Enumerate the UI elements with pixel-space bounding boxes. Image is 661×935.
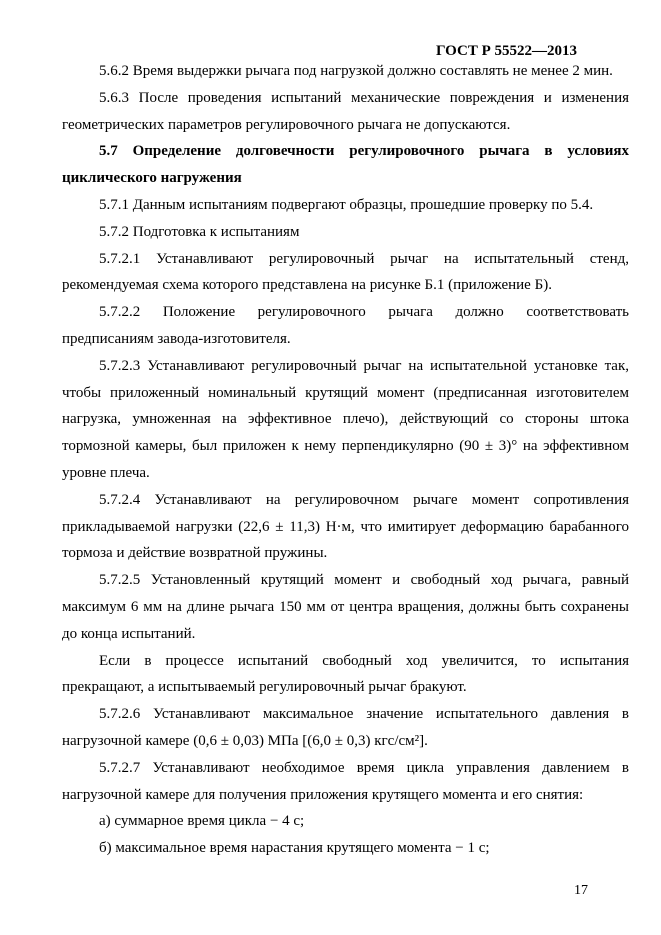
paragraph-5-7-2-2: 5.7.2.2 Положение регулировочного рычага должно соответствовать предписаниям завода-изготовителя. <box>62 304 629 347</box>
paragraph-5-7-2-6: 5.7.2.6 Устанавливают максимальное значение испытательного давления в нагрузочной камере (0,6 ± 0,03) МПа [(6,0 ± 0,3) кгс/см²]. <box>62 706 629 749</box>
paragraph-5-7-2-7: 5.7.2.7 Устанавливают необходимое время цикла управления давлением в нагрузочной камере для получения приложения крутящего момента и его снятия: <box>62 759 629 803</box>
paragraph-5-7-2-5: 5.7.2.5 Установленный крутящий момент и свободный ход рычага, равный максимум 6 мм на длине рычага 150 мм от центра вращения, должны быть сохранены до конца испытаний. <box>62 572 629 642</box>
paragraph-free-play-note: Если в процессе испытаний свободный ход увеличится, то испытания прекращают, а испытываемый регулировочный рычаг бракуют. <box>62 652 629 696</box>
list-item-a: а) суммарное время цикла − 4 с; <box>99 813 305 830</box>
page-number: 17 <box>574 883 588 898</box>
standard-header: ГОСТ Р 55522—2013 <box>435 43 577 59</box>
paragraph-5-7-2-4: 5.7.2.4 Устанавливают на регулировочном рычаге момент сопротивления прикладываемой нагрузки (22,6 ± 11,3) Н·м, что имитирует деформацию барабанного тормоза и действие возвратной пружины. <box>62 491 629 562</box>
paragraph-5-7-2: 5.7.2 Подготовка к испытаниям <box>99 223 300 240</box>
paragraph-5-7-2-3: 5.7.2.3 Устанавливают регулировочный рычаг на испытательной установке так, чтобы приложенный номинальный крутящий момент (предписанная изготовителем нагрузка, умноженная на эффективное плечо), действующий со стороны штока тормозной камеры, был приложен к нему перпендикулярно (90 ± 3)° на эффективном уровне плеча. <box>62 357 629 481</box>
paragraph-5-6-3: 5.6.3 После проведения испытаний механические повреждения и изменения геометрических параметров регулировочного рычага не допускаются. <box>62 89 629 133</box>
paragraph-5-7-2-1: 5.7.2.1 Устанавливают регулировочный рычаг на испытательный стенд, рекомендуемая схема которого представлена на рисунке Б.1 (приложение Б). <box>62 250 629 294</box>
section-heading-5-7: 5.7 Определение долговечности регулировочного рычага в условиях циклического нагружения <box>62 143 629 187</box>
list-item-b: б) максимальное время нарастания крутящего момента − 1 с; <box>99 840 490 857</box>
document-body <box>62 58 629 862</box>
paragraph-5-7-1: 5.7.1 Данным испытаниям подвергают образцы, прошедшие проверку по 5.4. <box>99 196 594 213</box>
paragraph-5-6-2: 5.6.2 Время выдержки рычага под нагрузкой должно составлять не менее 2 мин. <box>99 63 613 79</box>
